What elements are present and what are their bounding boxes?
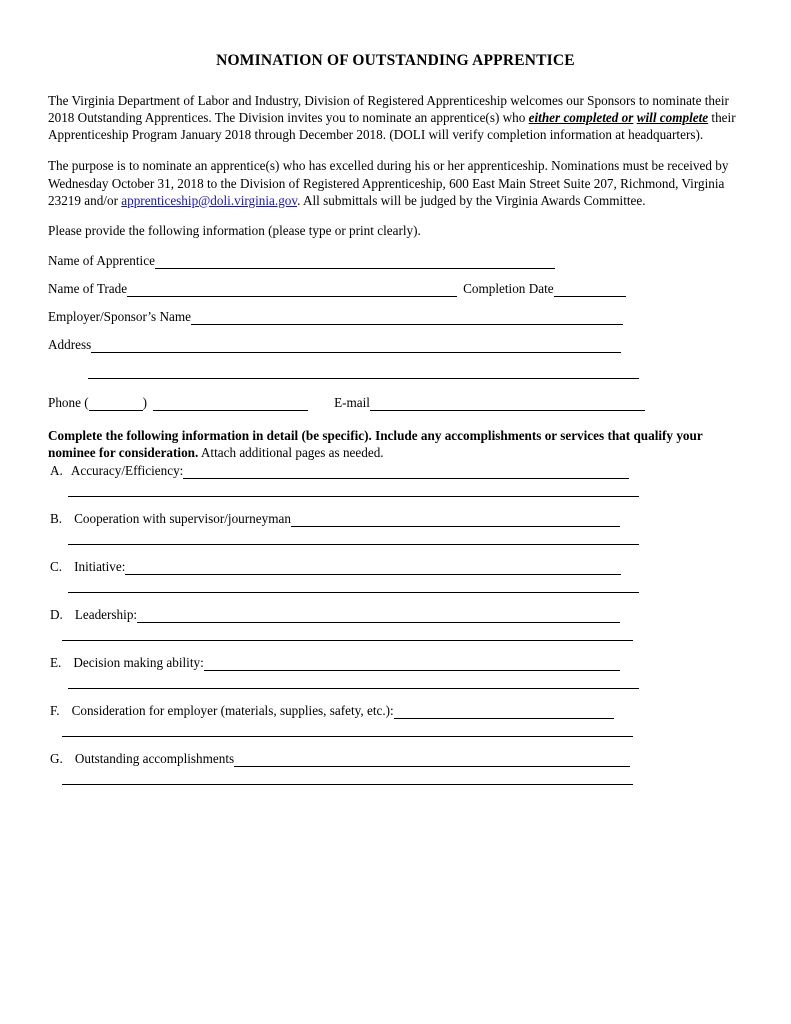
item-continuation-g bbox=[48, 783, 743, 785]
item-letter-f: F. bbox=[50, 703, 60, 719]
purpose-part-1: The purpose is to nominate an apprentice(s) who has excelled during his or her apprenticeship. Nominations must be received by Wednesday October 31, 2018 to the Division of Registered Apprenticeship, 600 East Main Street Suite 207, Richmond, Virginia 23219 and/or bbox=[48, 158, 729, 208]
purpose-part-2: . All submittals will be judged by the Virginia Awards Committee. bbox=[297, 192, 646, 208]
field-label-phone-paren: ) bbox=[142, 394, 148, 410]
item-text-g: Outstanding accomplishments bbox=[74, 751, 235, 767]
item-text-f: Consideration for employer (materials, supplies, safety, etc.): bbox=[71, 703, 394, 719]
field-label-address: Address bbox=[48, 336, 92, 352]
item-continuation-b bbox=[48, 543, 743, 545]
list-item bbox=[48, 703, 743, 719]
item-text-a: Accuracy/Efficiency: bbox=[70, 463, 184, 479]
field-employer-sponsor-name bbox=[48, 309, 743, 325]
field-input-phone[interactable] bbox=[153, 397, 308, 411]
item-continuation-c bbox=[48, 591, 743, 593]
field-input-address[interactable] bbox=[91, 339, 621, 353]
page-title: NOMINATION OF OUTSTANDING APPRENTICE bbox=[216, 52, 575, 69]
item-input-a-line2[interactable] bbox=[68, 495, 639, 497]
item-continuation-f bbox=[48, 735, 743, 737]
field-label-phone: Phone ( bbox=[48, 394, 89, 410]
item-input-c-line2[interactable] bbox=[68, 591, 639, 593]
field-label-trade: Name of Trade bbox=[48, 280, 128, 296]
item-letter-d: D. bbox=[50, 607, 63, 623]
item-input-c[interactable] bbox=[125, 561, 621, 575]
list-item bbox=[48, 751, 743, 767]
field-address bbox=[48, 337, 743, 353]
item-continuation-a bbox=[48, 495, 743, 497]
item-input-f-line2[interactable] bbox=[62, 735, 633, 737]
intro-part-3: their Apprenticeship Program January 2018 through December 2018. (DOLI will verify completion information at headquarters). bbox=[48, 110, 736, 143]
section-heading-bold: Complete the following information in detail (be specific). Include any accomplishments or services that qualify your nominee for consideration. bbox=[48, 427, 703, 461]
item-text-c: Initiative: bbox=[74, 559, 126, 575]
section-heading bbox=[48, 427, 743, 461]
intro-paragraph bbox=[48, 92, 743, 143]
item-letter-a: A. bbox=[50, 463, 63, 479]
purpose-paragraph bbox=[48, 157, 743, 208]
field-name-of-trade bbox=[48, 281, 743, 297]
field-input-completion-date[interactable] bbox=[554, 283, 626, 297]
list-item bbox=[48, 607, 743, 623]
item-input-g[interactable] bbox=[234, 753, 630, 767]
item-letter-e: E. bbox=[50, 655, 62, 671]
list-item bbox=[48, 463, 743, 479]
item-input-d[interactable] bbox=[137, 609, 620, 623]
intro-part-1: The Virginia Department of Labor and Industry, Division of Registered Apprenticeship welcomes our Sponsors to nominate their 2018 Outstanding Apprentices. The Division invites you to nominate an apprentice(s) who bbox=[48, 93, 729, 126]
intro-emphasis-1: either completed or bbox=[528, 110, 634, 126]
item-continuation-d bbox=[48, 639, 743, 641]
list-item bbox=[48, 511, 743, 527]
list-item bbox=[48, 559, 743, 575]
field-label-completion-date: Completion Date bbox=[463, 280, 554, 296]
item-letter-b: B. bbox=[50, 511, 63, 527]
item-input-e-line2[interactable] bbox=[68, 687, 639, 689]
field-address-line-2 bbox=[48, 365, 743, 379]
item-text-d: Leadership: bbox=[74, 607, 138, 623]
section-heading-normal: Attach additional pages as needed. bbox=[198, 445, 384, 461]
field-label-apprentice: Name of Apprentice bbox=[48, 252, 155, 268]
field-input-email[interactable] bbox=[370, 397, 645, 411]
item-input-e[interactable] bbox=[204, 657, 620, 671]
item-letter-g: G. bbox=[50, 751, 63, 767]
item-input-a[interactable] bbox=[183, 465, 629, 479]
field-input-employer[interactable] bbox=[191, 311, 623, 325]
email-link[interactable]: apprenticeship@doli.virginia.gov bbox=[121, 192, 298, 208]
field-phone-email bbox=[48, 395, 743, 411]
field-input-apprentice[interactable] bbox=[155, 255, 555, 269]
list-item bbox=[48, 655, 743, 671]
item-input-b[interactable] bbox=[291, 513, 620, 527]
field-label-employer: Employer/Sponsor’s Name bbox=[48, 308, 191, 324]
field-input-trade[interactable] bbox=[127, 283, 457, 297]
item-continuation-e bbox=[48, 687, 743, 689]
field-input-area-code[interactable] bbox=[89, 397, 143, 411]
item-input-g-line2[interactable] bbox=[62, 783, 633, 785]
item-input-f[interactable] bbox=[394, 705, 614, 719]
intro-emphasis-2: will complete bbox=[636, 110, 709, 126]
item-text-e: Decision making ability: bbox=[73, 655, 204, 671]
field-name-of-apprentice bbox=[48, 253, 743, 269]
instruction-text: Please provide the following information (please type or print clearly). bbox=[48, 222, 421, 238]
item-input-b-line2[interactable] bbox=[68, 543, 639, 545]
field-input-address-2[interactable] bbox=[88, 365, 639, 379]
item-letter-c: C. bbox=[50, 559, 63, 575]
item-text-b: Cooperation with supervisor/journeyman bbox=[74, 511, 291, 527]
item-input-d-line2[interactable] bbox=[62, 639, 633, 641]
field-label-email: E-mail bbox=[334, 394, 370, 410]
